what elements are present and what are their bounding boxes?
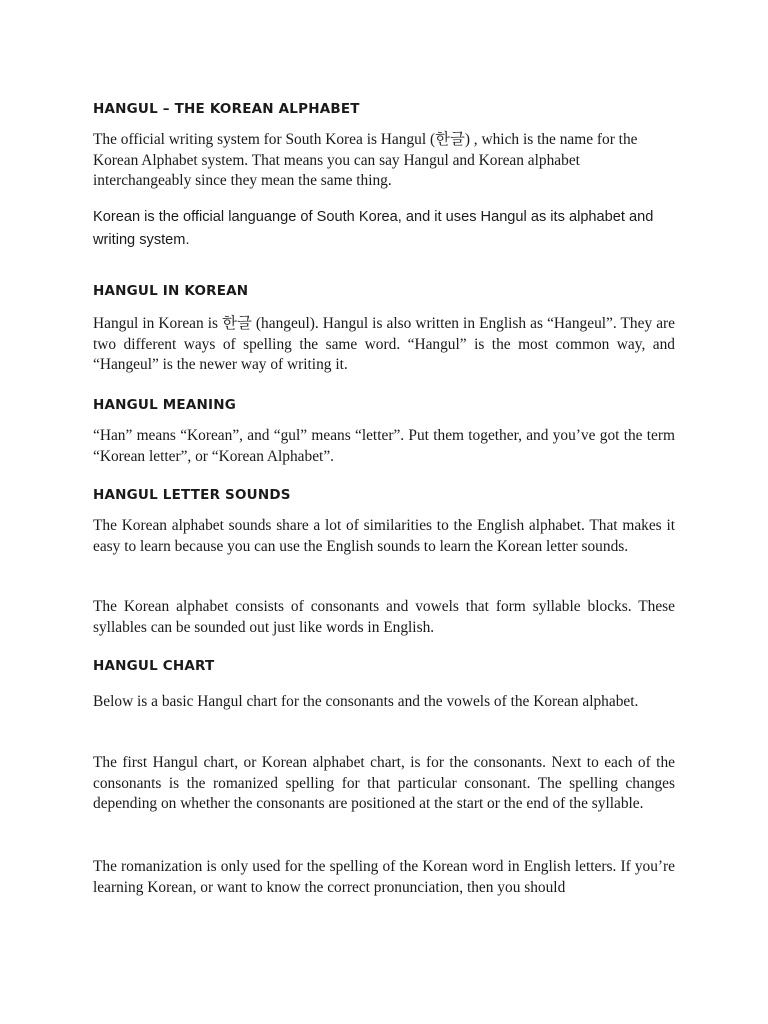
section-heading-korean-alphabet: HANGUL – THE KOREAN ALPHABET [93,101,360,117]
section-heading-hangul-meaning: HANGUL MEANING [93,397,236,413]
paragraph-syllable-blocks: The Korean alphabet consists of consonants and vowels that form syllable blocks. These syllables can be sounded out just like words in English. [93,598,675,636]
paragraph-romanization: The romanization is only used for the spelling of the Korean word in English letters. If you’re learning Korean, or want to know the correct pronunciation, then you should [93,858,675,896]
paragraph-official-language: Korean is the official languange of South Korea, and it uses Hangul as its alphabet and writing system. [93,209,654,248]
paragraph-hangul-meaning: “Han” means “Korean”, and “gul” means “letter”. Put them together, and you’ve got the term “Korean letter”, or “Korean Alphabet”. [93,427,675,465]
paragraph-letter-sounds: The Korean alphabet sounds share a lot of similarities to the English alphabet. That makes it easy to learn because you can use the English sounds to learn the Korean letter sounds. [93,517,675,555]
paragraph-hangul-in-korean: Hangul in Korean is 한글 (hangeul). Hangul is also written in English as “Hangeul”. They are two different ways of spelling the same word. “Hangul” is the most common way, and “Hangeul” is the newer way of writing it. [93,315,675,374]
paragraph-basic-chart: Below is a basic Hangul chart for the consonants and the vowels of the Korean alphabet. [93,693,639,710]
paragraph-official-writing-system: The official writing system for South Korea is Hangul (한글) , which is the name for the Korean Alphabet system. That means you can say Hangul and Korean alphabet interchangeably since they mean the same thing. [93,131,638,190]
section-heading-hangul-in-korean: HANGUL IN KOREAN [93,283,249,299]
section-heading-letter-sounds: HANGUL LETTER SOUNDS [93,487,291,503]
paragraph-consonants-chart: The first Hangul chart, or Korean alphabet chart, is for the consonants. Next to each of the consonants is the romanized spelling for that particular consonant. The spelling changes depending on whether the consonants are positioned at the start or the end of the syllable. [93,754,675,813]
section-heading-hangul-chart: HANGUL CHART [93,658,215,674]
